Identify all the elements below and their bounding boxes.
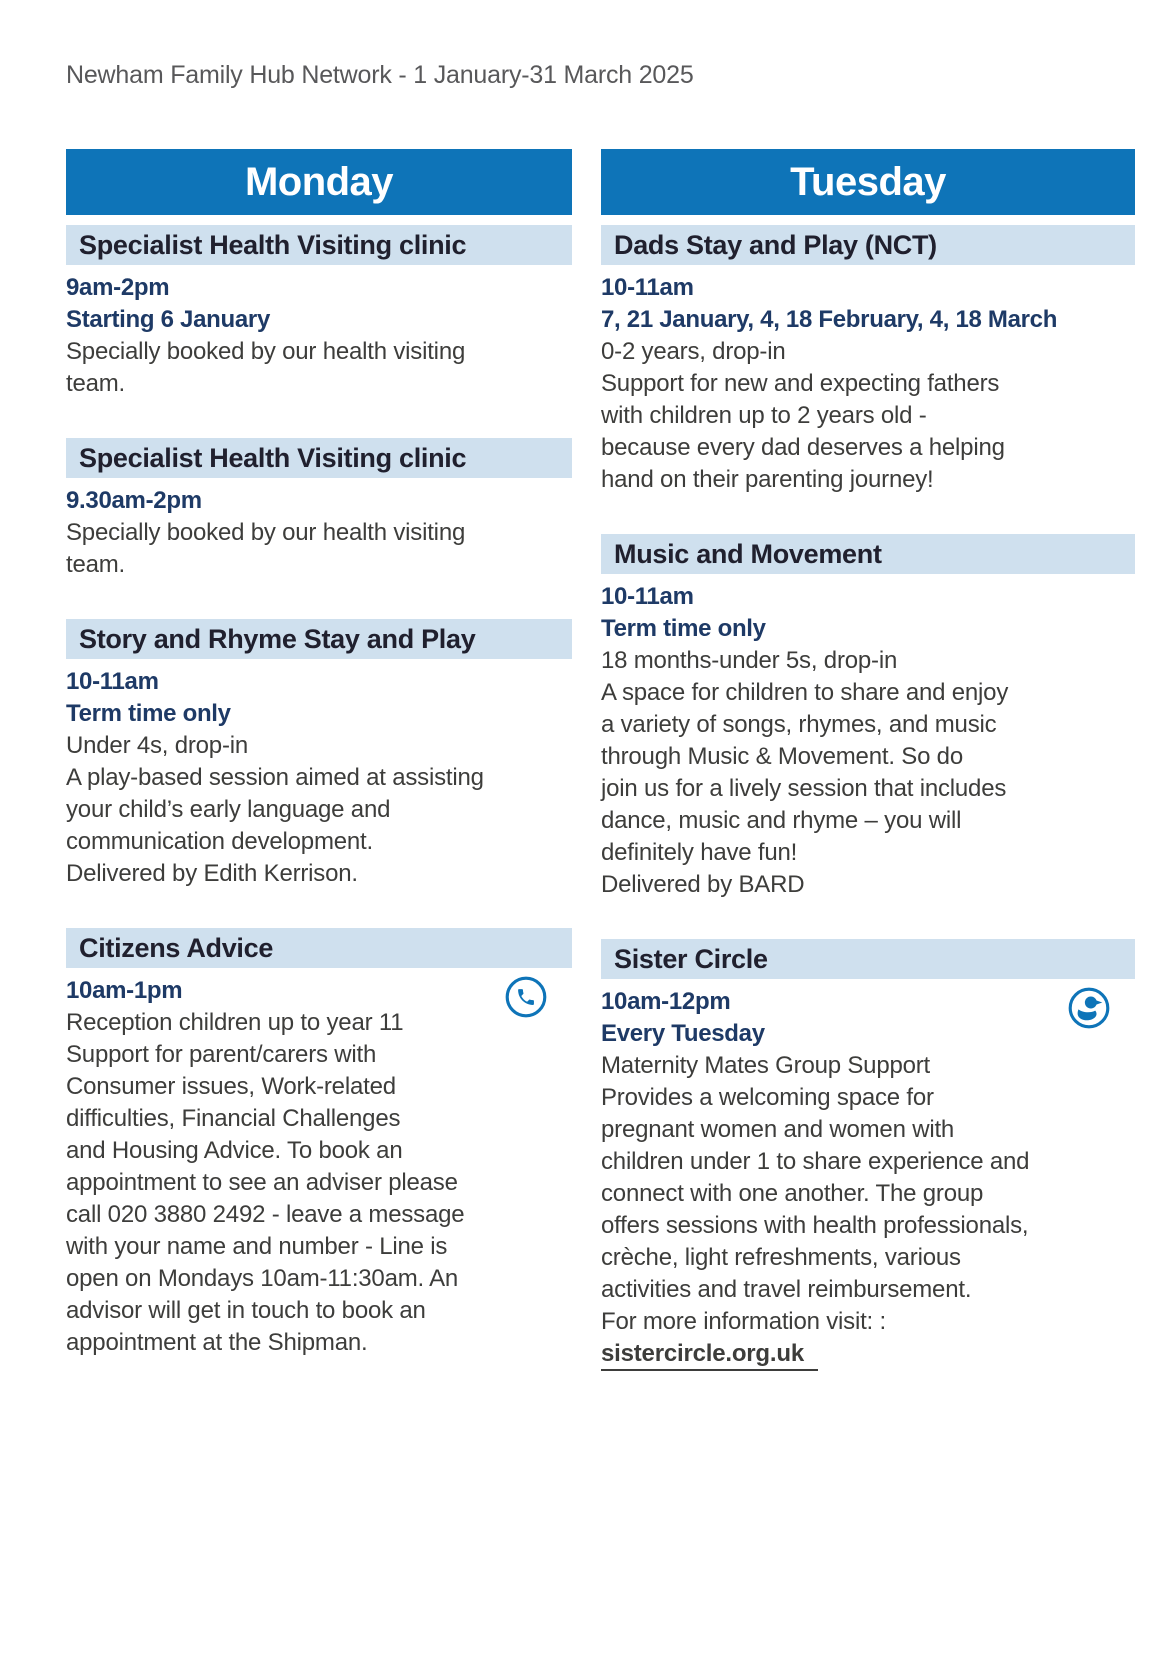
event-title: Dads Stay and Play (NCT) xyxy=(614,229,937,260)
event-description-line: with your name and number - Line is xyxy=(66,1233,448,1260)
event-description-line: Consumer issues, Work-related xyxy=(66,1073,396,1100)
event-description-line: Reception children up to year 11 xyxy=(66,1009,404,1036)
event-description-line: and Housing Advice. To book an xyxy=(66,1137,403,1164)
event-description-line: Support for new and expecting fathers xyxy=(601,370,1000,397)
event-description-line: definitely have fun! xyxy=(601,839,798,866)
event-title: Specialist Health Visiting clinic xyxy=(79,442,467,473)
event-description-line: your child’s early language and xyxy=(66,796,391,823)
event-title: Citizens Advice xyxy=(79,932,274,963)
event-content xyxy=(601,581,1135,901)
event-description-line: Provides a welcoming space for xyxy=(601,1084,934,1111)
day-columns xyxy=(66,149,1135,1371)
day-header-bar xyxy=(601,149,1135,215)
event-title: Music and Movement xyxy=(614,538,882,569)
event-section xyxy=(66,225,572,400)
event-section xyxy=(601,534,1135,901)
event-description-line: advisor will get in touch to book an xyxy=(66,1297,426,1324)
website-link[interactable]: sistercircle.org.uk xyxy=(601,1339,818,1371)
event-title: Sister Circle xyxy=(614,943,768,974)
event-description-line: pregnant women and women with xyxy=(601,1116,955,1143)
day-header-bar xyxy=(66,149,572,215)
event-description-line: 18 months-under 5s, drop-in xyxy=(601,647,898,674)
event-description-line: Maternity Mates Group Support xyxy=(601,1052,931,1079)
event-description-line: join us for a lively session that includes xyxy=(601,775,1007,802)
day-title: Tuesday xyxy=(790,159,946,204)
event-description-line: through Music & Movement. So do xyxy=(601,743,963,770)
event-description-line: Specially booked by our health visiting xyxy=(66,338,466,365)
event-title-band xyxy=(66,225,572,265)
event-time-line: 7, 21 January, 4, 18 February, 4, 18 March xyxy=(601,306,1058,333)
event-description-line: Delivered by BARD xyxy=(601,871,805,898)
event-content xyxy=(66,485,572,581)
event-content xyxy=(601,272,1135,496)
event-title-band xyxy=(601,939,1135,979)
event-description-line: For more information visit: : xyxy=(601,1308,886,1335)
event-time-line: 9am-2pm xyxy=(66,274,170,301)
event-description-line: communication development. xyxy=(66,828,373,855)
event-time-line: Term time only xyxy=(66,700,231,727)
phone-icon xyxy=(504,975,548,1019)
event-description-line: activities and travel reimbursement. xyxy=(601,1276,972,1303)
event-time-line: Starting 6 January xyxy=(66,306,271,333)
event-time-line: 10am-12pm xyxy=(601,988,731,1015)
event-time-line: 10-11am xyxy=(601,274,694,301)
event-time-line: Term time only xyxy=(601,615,766,642)
event-title: Specialist Health Visiting clinic xyxy=(79,229,467,260)
page-title: Newham Family Hub Network - 1 January-31 March 2025 xyxy=(66,61,694,89)
event-description-line: team. xyxy=(66,370,126,397)
event-description-line: A space for children to share and enjoy xyxy=(601,679,1009,706)
event-title-band xyxy=(601,225,1135,265)
event-content xyxy=(66,666,572,890)
event-content xyxy=(66,272,572,400)
event-description-line: A play-based session aimed at assisting xyxy=(66,764,484,791)
event-title: Story and Rhyme Stay and Play xyxy=(79,623,476,654)
event-time-line: 10-11am xyxy=(601,583,694,610)
day-column-tuesday xyxy=(601,149,1135,1371)
event-time-line: 10-11am xyxy=(66,668,159,695)
event-description-line: crèche, light refreshments, various xyxy=(601,1244,961,1271)
event-description-line: dance, music and rhyme – you will xyxy=(601,807,962,834)
event-description-line: appointment to see an adviser please xyxy=(66,1169,458,1196)
event-content xyxy=(66,975,572,1359)
event-description-line: difficulties, Financial Challenges xyxy=(66,1105,401,1132)
duck-icon xyxy=(1067,986,1111,1030)
day-title: Monday xyxy=(244,159,394,204)
event-section xyxy=(66,928,572,1359)
event-description-line: because every dad deserves a helping xyxy=(601,434,1005,461)
event-description-line: call 020 3880 2492 - leave a message xyxy=(66,1201,465,1228)
event-description-line: connect with one another. The group xyxy=(601,1180,984,1207)
event-time-line: 9.30am-2pm xyxy=(66,487,202,514)
event-time-line: 10am-1pm xyxy=(66,977,183,1004)
event-title-band xyxy=(66,928,572,968)
event-title-band xyxy=(601,534,1135,574)
event-description-line: Delivered by Edith Kerrison. xyxy=(66,860,358,887)
event-description-line: a variety of songs, rhymes, and music xyxy=(601,711,997,738)
day-sections xyxy=(601,225,1135,1371)
day-column-monday xyxy=(66,149,572,1359)
event-time-line: Every Tuesday xyxy=(601,1020,765,1047)
event-title-band xyxy=(66,619,572,659)
event-description-line: hand on their parenting journey! xyxy=(601,466,934,493)
event-description-line: children under 1 to share experience and xyxy=(601,1148,1030,1175)
event-description-line: Support for parent/carers with xyxy=(66,1041,377,1068)
event-section xyxy=(601,939,1135,1371)
event-section xyxy=(601,225,1135,496)
day-sections xyxy=(66,225,572,1359)
event-description-line: offers sessions with health professionals, xyxy=(601,1212,1029,1239)
event-description-line: with children up to 2 years old - xyxy=(601,402,927,429)
event-description-line: open on Mondays 10am-11:30am. An xyxy=(66,1265,459,1292)
event-section xyxy=(66,438,572,581)
event-description-line: Under 4s, drop-in xyxy=(66,732,249,759)
event-description-line: appointment at the Shipman. xyxy=(66,1329,368,1356)
event-description-line: 0-2 years, drop-in xyxy=(601,338,786,365)
event-content xyxy=(601,986,1135,1371)
event-title-band xyxy=(66,438,572,478)
event-section xyxy=(66,619,572,890)
event-description-line: Specially booked by our health visiting xyxy=(66,519,466,546)
event-description-line: team. xyxy=(66,551,126,578)
